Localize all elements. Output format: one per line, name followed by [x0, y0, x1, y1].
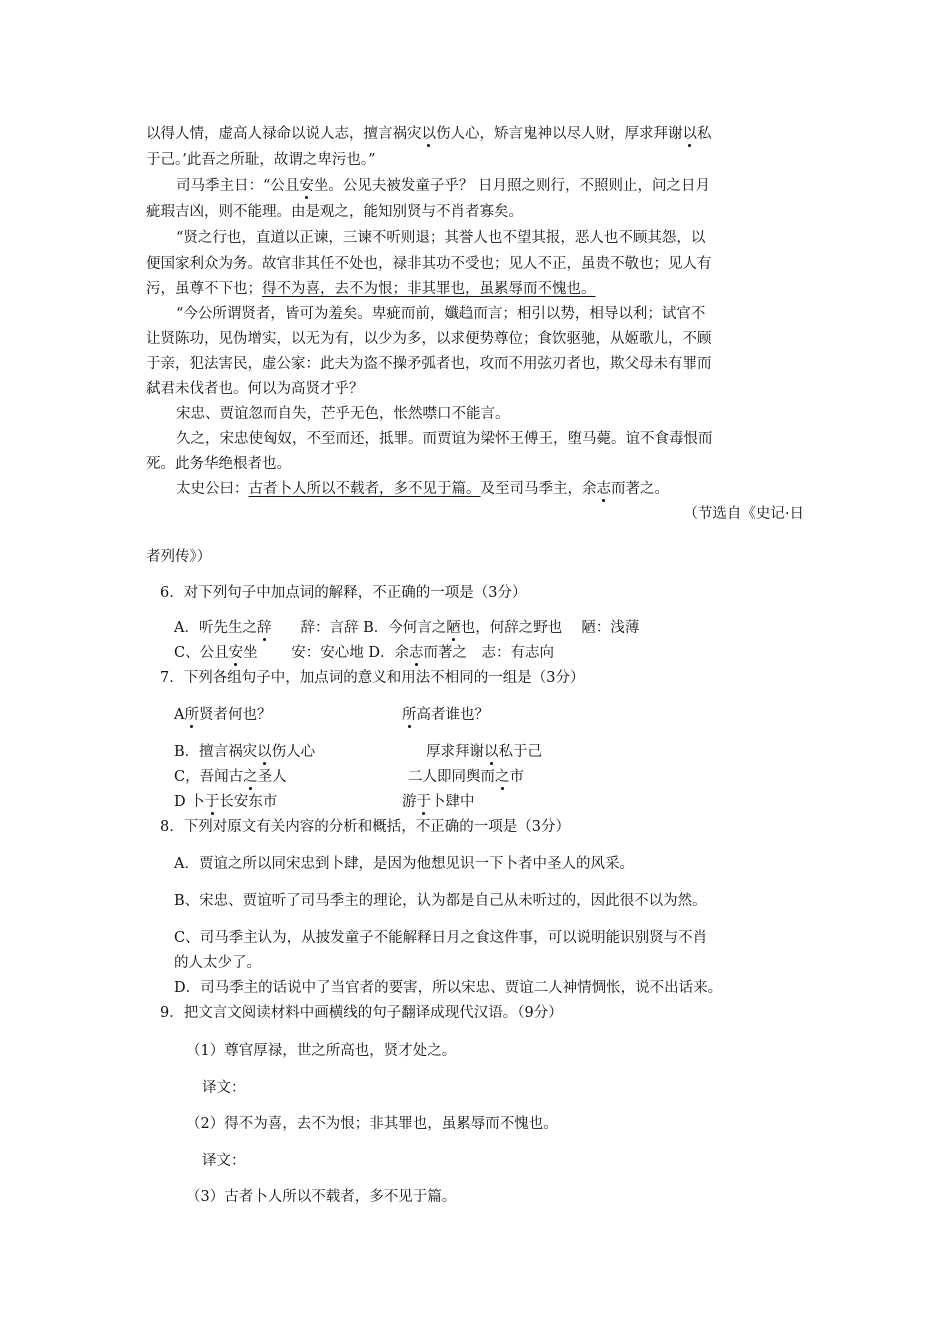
dotted-word: 之 — [495, 769, 510, 785]
dotted-word: 志 — [596, 481, 611, 497]
passage-line-3: 司马季主日：“公且安坐。公见夫被发童子乎？ 日月照之则行，不照则止，问之日月 — [176, 178, 711, 194]
dotted-word: 安 — [299, 178, 314, 194]
source-note: （节选自《史记·日 — [683, 506, 804, 522]
q9-translation-2-label: 译文： — [202, 1153, 246, 1169]
dotted-word: 安 — [228, 645, 244, 661]
underlined-sentence: 得不为喜，去不为恨；非其罪也，虽累辱而不愧也。 — [262, 281, 596, 297]
passage-line-4: 疵瑕吉凶，则不能理。由是观之，能知别贤与不肖者寡矣。 — [146, 204, 523, 220]
q7-option-a-left: A所贤者何也？ — [174, 707, 272, 723]
dotted-word: 以 — [484, 744, 499, 760]
q8-option-d: D．司马季主的话说中了当官者的要害，所以宋忠、贾谊二人神情惆怅，说不出话来。 — [174, 980, 723, 996]
dotted-word: 以 — [682, 126, 697, 142]
q9-sentence-1: （1）尊官厚禄，世之所高也，贤才处之。 — [186, 1043, 457, 1059]
q9-sentence-3: （3）古者卜人所以不载者，多不见于篇。 — [186, 1189, 457, 1205]
question-6-stem: 6．对下列句子中加点词的解释，不正确的一项是（3分） — [160, 585, 527, 601]
question-9-stem: 9．把文言文阅读材料中画横线的句子翻译成现代汉语。（9分） — [160, 1005, 563, 1021]
q7-option-b-right: 厚求拜谢以私于己 — [426, 744, 542, 760]
q9-sentence-2: （2）得不为喜，去不为恨；非其罪也，虽累辱而不愧也。 — [186, 1116, 558, 1132]
q6-options-ab: A．听先生之辞 辞：言辞 B．今何言之陋也，何辞之野也 陋：浅薄 — [174, 620, 640, 636]
passage-line-2: 于己。’此吾之所耻，故谓之卑污也。” — [146, 152, 376, 168]
question-8-stem: 8．下列对原文有关内容的分析和概括，不正确的一项是（3分） — [160, 819, 570, 835]
passage-line-14: 死。此务华绝根者也。 — [146, 456, 291, 472]
dotted-word: 以 — [257, 744, 272, 760]
q8-option-a: A．贾谊之所以同宋忠到卜肆，是因为他想见识一下卜者中圣人的风采。 — [174, 856, 634, 872]
dotted-word: 所 — [184, 707, 199, 723]
passage-line-10: 于亲，犯法害民，虚公家：此夫为盗不操矛弧者也，攻而不用弦刃者也，欺父母未有罪而 — [146, 356, 712, 372]
q7-option-a-right: 所高者谁也？ — [402, 707, 489, 723]
q7-option-d-right: 游于卜肆中 — [402, 794, 475, 810]
q6-options-cd: C、公且安坐 安：安心地 D．余志而著之 志：有志向 — [174, 645, 554, 661]
q9-translation-1-label: 译文： — [202, 1080, 246, 1096]
dotted-word: 辞 — [256, 620, 272, 636]
q8-option-c-cont: 的人太少了。 — [174, 955, 261, 971]
dotted-word: 以 — [421, 126, 436, 142]
passage-line-13: 久之，宋忠使匈奴，不至而还，抵罪。而贾谊为梁怀王傅王，堕马薨。谊不食毒恨而 — [176, 431, 713, 447]
passage-line-9: 让贤陈功，见伪增实，以无为有，以少为多，以求便势尊位；食饮驱驰，从姬歌儿，不顾 — [146, 331, 712, 347]
q7-option-c-right: 二人即同舆而之市 — [408, 769, 524, 785]
passage-line-5: “贤之行也，直道以正谏，三谏不听则退；其誉人也不望其报，恶人也不顾其怨，以 — [176, 230, 706, 246]
question-7-stem: 7．下列各组句子中，加点词的意义和用法不相同的一组是（3分） — [160, 670, 585, 686]
q7-option-d-left: D 卜于长安东市 — [174, 794, 278, 810]
dotted-word: 于 — [416, 794, 431, 810]
passage-line-12: 宋忠、贾谊忽而自失，芒乎无色，怅然噤口不能言。 — [176, 406, 510, 422]
passage-line-6: 便国家利众为务。故官非其任不处也，禄非其功不受也；见人不正，虽贵不敬也；见人有 — [146, 256, 712, 272]
q7-option-b-left: B．擅言祸灾以伤人心 — [174, 744, 316, 760]
passage-line-15: 太史公曰：古者卜人所以不载者，多不见于篇。及至司马季主，余志而著之。 — [176, 481, 669, 497]
dotted-word: 之 — [243, 769, 258, 785]
q7-option-c-left: C，吾闻古之圣人 — [174, 769, 287, 785]
passage-line-1: 以得人情，虚高人禄命以说人志，擅言祸灾以伤人心，矫言鬼神以尽人财，厚求拜谢以私 — [146, 126, 712, 142]
dotted-word: 陋 — [446, 620, 461, 636]
dotted-word: 志 — [408, 645, 424, 661]
dotted-word: 所 — [402, 707, 417, 723]
dotted-word: 于 — [204, 794, 220, 810]
source-note-cont: 者列传》） — [146, 549, 212, 565]
passage-line-7: 污，虽尊不下也；得不为喜，去不为恨；非其罪也，虽累辱而不愧也。 — [146, 281, 596, 297]
passage-line-8: “今公所谓贤者，皆可为羞矣。卑疵而前，孅趋而言；相引以势，相导以利；试官不 — [176, 306, 706, 322]
passage-line-11: 弑君未伐者也。何以为高贤才乎？ — [146, 381, 364, 397]
q8-option-b: B、宋忠、贾谊听了司马季主的理论，认为都是自己从未听过的，因此很不以为然。 — [174, 893, 707, 909]
underlined-sentence: 古者卜人所以不载者，多不见于篇。 — [248, 481, 481, 497]
q8-option-c: C、司马季主认为，从披发童子不能解释日月之食这件事，可以说明能识别贤与不肖 — [174, 930, 708, 946]
